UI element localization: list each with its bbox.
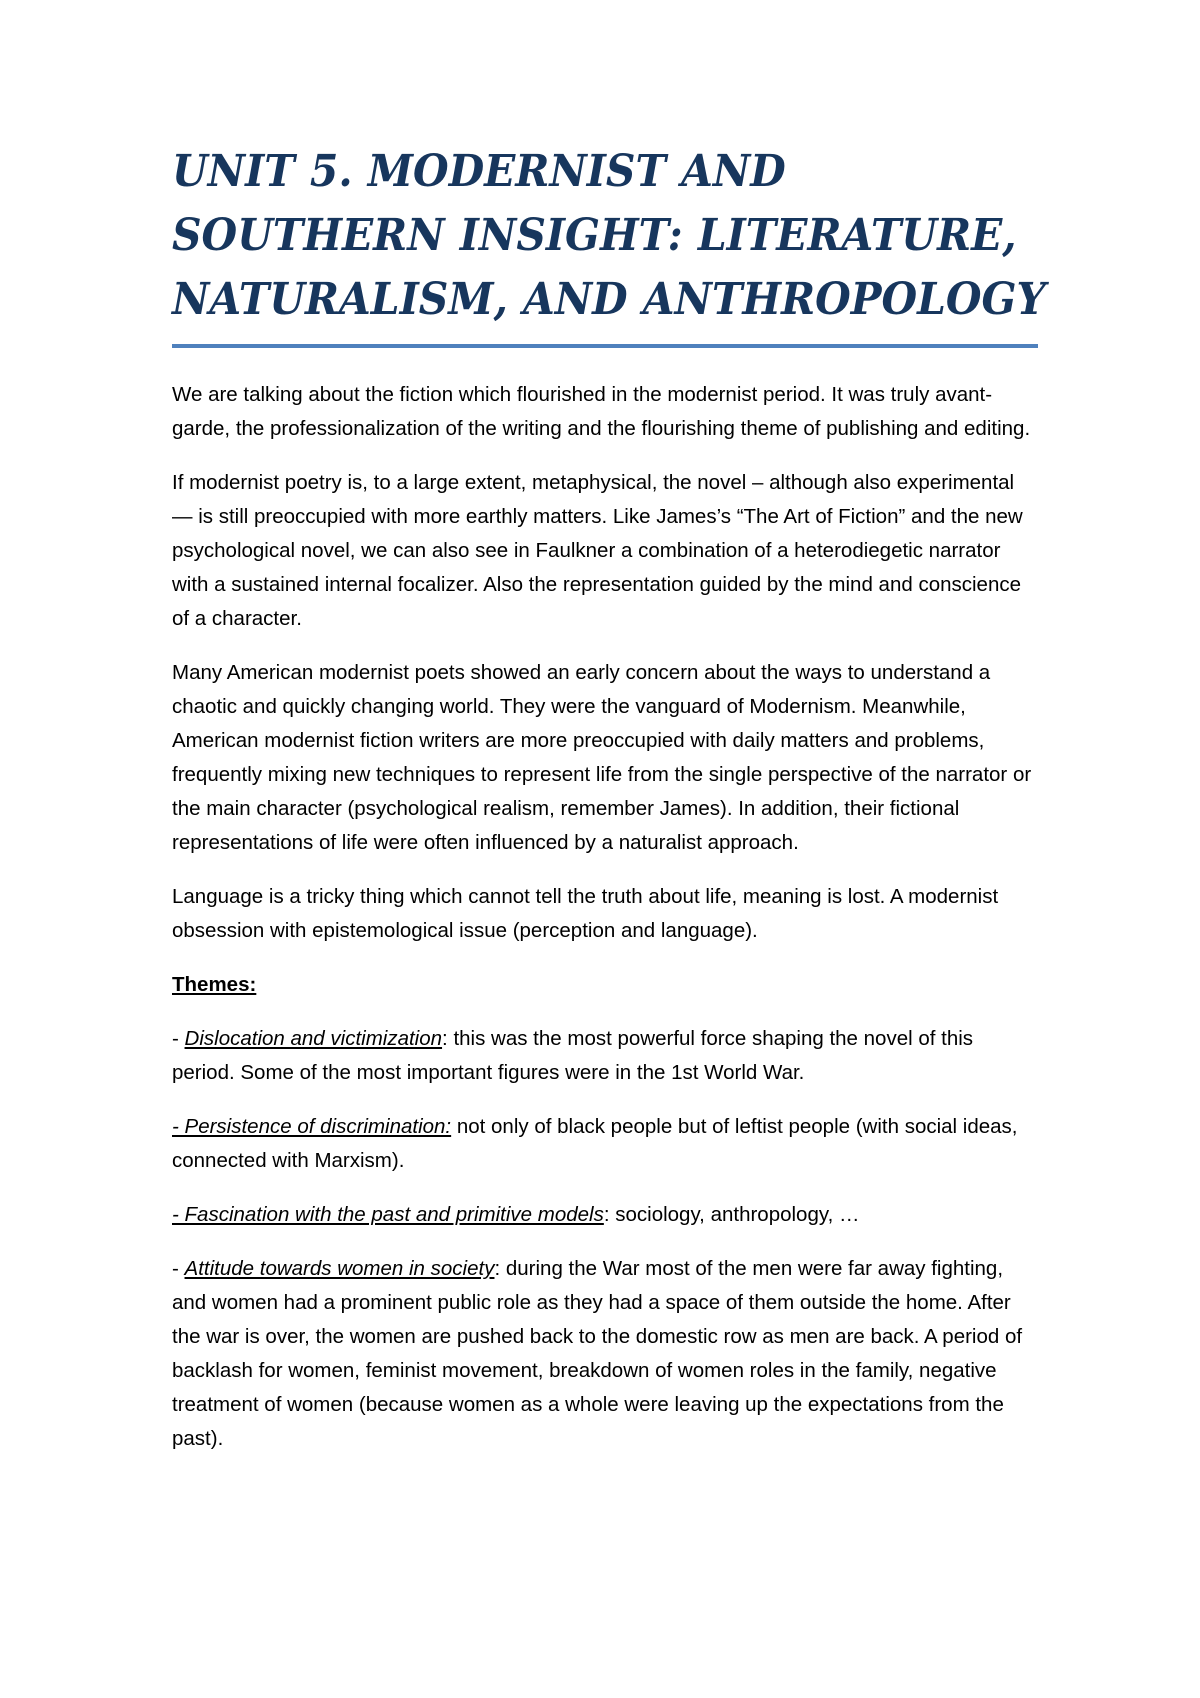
- theme-prefix: -: [172, 1027, 185, 1050]
- theme-text: not only of black people but of leftist people (with social ideas, connected with Marxism).: [172, 1115, 1018, 1172]
- paragraph-1: We are talking about the fiction which flourished in the modernist period. It was truly avant-garde, the professionalization of the writing and the flourishing theme of publishing and editing.: [172, 383, 1031, 440]
- paragraph-4: Language is a tricky thing which cannot tell the truth about life, meaning is lost. A modernist obsession with epistemological issue (perception and language).: [172, 885, 999, 942]
- themes-heading-paragraph: [172, 968, 1038, 1002]
- paragraph-2: If modernist poetry is, to a large extent, metaphysical, the novel – although also experimental — is still preoccupied with more earthly matters. Like James’s “The Art of Fiction” and the new psychological novel, we can also see in Faulkner a combination of a heterodiegetic narrator with a sustained internal focalizer. Also the representation guided by the mind and conscience of a character.: [172, 471, 1023, 630]
- document-body: [172, 378, 1038, 1456]
- themes-heading: Themes:: [172, 973, 257, 996]
- theme-item-4: [172, 1252, 1038, 1456]
- paragraph-3: Many American modernist poets showed an early concern about the ways to understand a chaotic and quickly changing world. They were the vanguard of Modernism. Meanwhile, American modernist fiction writers are more preoccupied with daily matters and problems, frequently mixing new techniques to represent life from the single perspective of the narrator or the main character (psychological realism, remember James). In addition, their fictional representations of life were often influenced by a naturalist approach.: [172, 661, 1032, 854]
- theme-text: : sociology, anthropology, …: [603, 1203, 860, 1226]
- theme-name: - Persistence of discrimination:: [172, 1115, 452, 1138]
- document-content: [172, 140, 1046, 1476]
- theme-item-2: [172, 1110, 1038, 1178]
- theme-text: : during the War most of the men were far away fighting, and women had a prominent public role as they had a space of them outside the home. After the war is over, the women are pushed back to the domestic row as men are back. A period of backlash for women, feminist movement, breakdown of women roles in the family, negative treatment of women (because women as a whole were leaving up the expectations from the past).: [172, 1257, 1023, 1450]
- document-title: UNIT 5. MODERNIST AND SOUTHERN INSIGHT: LITERATURE, NATURALISM, AND ANTHROPOLOGY: [172, 146, 1046, 325]
- title-divider: [172, 344, 1038, 348]
- theme-text: : this was the most powerful force shaping the novel of this period. Some of the most important figures were in the 1st World War.: [172, 1027, 974, 1084]
- theme-name: - Fascination with the past and primitive models: [172, 1203, 604, 1226]
- theme-name: Dislocation and victimization: [184, 1027, 443, 1050]
- theme-prefix: -: [172, 1257, 185, 1280]
- theme-item-3: [172, 1198, 1038, 1232]
- theme-name: Attitude towards women in society: [184, 1257, 495, 1280]
- theme-item-1: [172, 1022, 1038, 1090]
